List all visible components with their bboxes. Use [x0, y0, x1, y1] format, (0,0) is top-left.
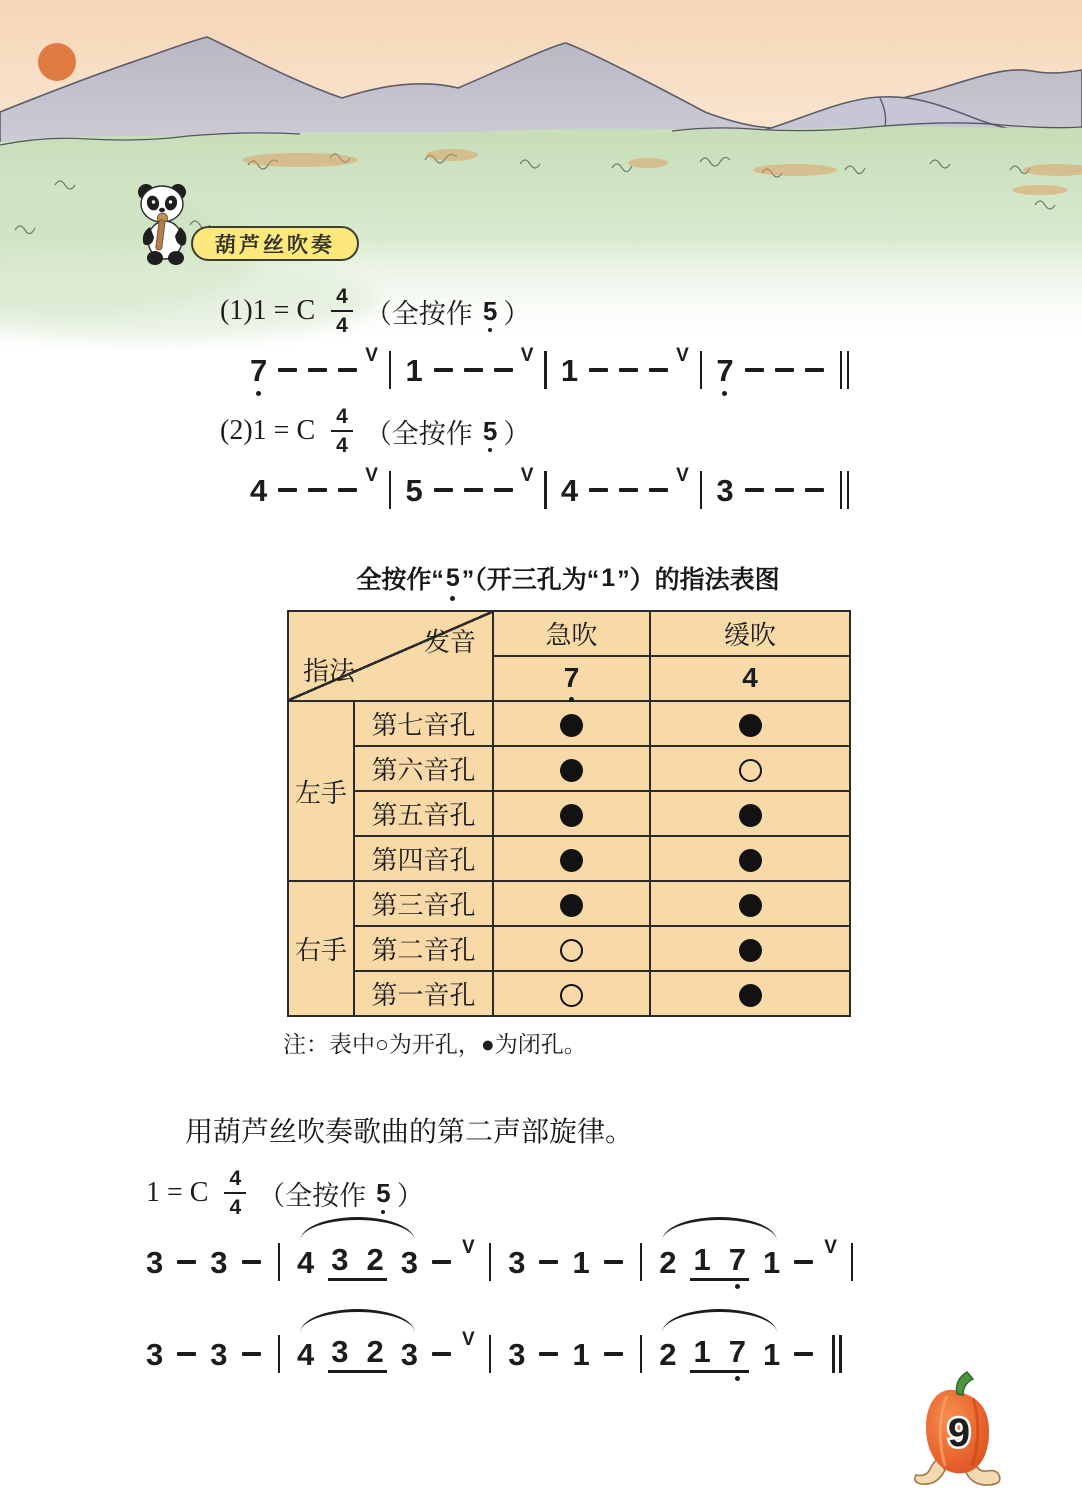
note: 2 — [659, 1336, 677, 1372]
fingering-hint-post: ） — [503, 298, 531, 329]
duration-dash — [338, 368, 357, 373]
closed-hole-icon — [739, 894, 762, 917]
note: 1 — [572, 1336, 590, 1372]
note: 7 — [728, 1241, 746, 1277]
notation-line-4 — [146, 1328, 842, 1376]
duration-dash — [242, 1260, 261, 1265]
note: 4 — [297, 1244, 315, 1280]
meter-numerator: 4 — [224, 1168, 246, 1194]
key-value: 1 = C — [146, 1177, 209, 1208]
duration-dash — [434, 368, 453, 373]
duration-dash — [539, 1352, 558, 1357]
note: 7 — [250, 352, 268, 388]
breath-mark: V — [676, 344, 689, 366]
note: 2 — [659, 1244, 677, 1280]
fingering-cell — [650, 701, 850, 746]
note: 1 — [693, 1241, 711, 1277]
column-note — [650, 656, 850, 701]
table-row — [288, 971, 850, 1016]
duration-dash — [619, 488, 638, 493]
duration-dash — [278, 368, 297, 373]
duration-dash — [539, 1260, 558, 1265]
note: 3 — [400, 1336, 418, 1372]
final-barline — [832, 1335, 842, 1373]
hand-cell: 右手 — [288, 881, 354, 1016]
pepper-page-mascot — [903, 1370, 1021, 1500]
fingering-cell — [493, 791, 650, 836]
table-row — [288, 746, 850, 791]
key-signature-line-2 — [220, 406, 530, 456]
duration-dash — [434, 488, 453, 493]
key-signature-line-1 — [220, 286, 530, 336]
note: 3 — [210, 1336, 228, 1372]
open-hole-icon — [560, 939, 583, 962]
note: 1 — [572, 1244, 590, 1280]
note: 3 — [716, 472, 734, 508]
duration-dash — [432, 1260, 451, 1265]
duration-dash — [278, 488, 297, 493]
table-row — [288, 881, 850, 926]
title-note: 5 — [445, 563, 460, 592]
breath-mark: V — [462, 1328, 475, 1350]
exercise-number: (1) — [220, 295, 253, 326]
duration-dash — [589, 488, 608, 493]
hole-cell: 第五音孔 — [354, 791, 493, 836]
fingering-cell — [650, 881, 850, 926]
column-note — [493, 656, 650, 701]
title-note: 1 — [601, 563, 616, 592]
landscape-illustration — [0, 0, 1082, 350]
final-barline — [840, 351, 850, 389]
barline — [278, 1335, 281, 1373]
note: 1 — [560, 352, 579, 388]
final-barline — [840, 471, 850, 509]
fingering-cell — [493, 926, 650, 971]
note: 3 — [210, 1244, 228, 1280]
beam-group — [690, 1333, 749, 1373]
fingering-hint-pre: （全按作 — [364, 298, 473, 329]
fingering-cell — [493, 746, 650, 791]
fingering-cell — [493, 971, 650, 1016]
barline — [640, 1243, 643, 1281]
column-header: 缓吹 — [650, 611, 850, 656]
exercise-number: (2) — [220, 415, 253, 446]
closed-hole-icon — [739, 714, 762, 737]
duration-dash — [464, 488, 483, 493]
note: 1 — [762, 1244, 781, 1280]
duration-dash — [242, 1352, 261, 1357]
fingering-table-title — [240, 560, 896, 596]
meter-numerator: 4 — [331, 406, 353, 432]
fingering-hint-pre: （全按作 — [258, 1180, 367, 1211]
breath-mark: V — [676, 464, 689, 486]
closed-hole-icon — [560, 804, 583, 827]
column-note-value: 4 — [742, 662, 758, 693]
meter-denominator: 4 — [229, 1196, 242, 1219]
duration-dash — [619, 368, 638, 373]
closed-hole-icon — [739, 984, 762, 1007]
fingering-cell — [650, 836, 850, 881]
column-note-value: 7 — [563, 662, 580, 693]
fingering-hint-post: ） — [396, 1180, 424, 1211]
fingering-cell — [650, 926, 850, 971]
title-text: 全按作“ — [356, 566, 444, 594]
note: 3 — [400, 1244, 418, 1280]
open-hole-icon — [739, 759, 762, 782]
fingering-cell — [650, 971, 850, 1016]
table-legend: 注：表中○为开孔，●为闭孔。 — [283, 1031, 587, 1057]
meter-denominator: 4 — [336, 314, 348, 337]
duration-dash — [432, 1352, 451, 1357]
hole-cell: 第四音孔 — [354, 836, 493, 881]
note: 7 — [728, 1333, 746, 1369]
note: 1 — [405, 352, 423, 388]
title-text: ”（开三孔为“ — [461, 566, 600, 594]
duration-dash — [604, 1352, 623, 1357]
beam-group — [690, 1241, 749, 1281]
duration-dash — [494, 488, 513, 493]
table-row — [288, 701, 850, 746]
duration-dash — [805, 488, 824, 493]
closed-hole-icon — [739, 804, 762, 827]
duration-dash — [805, 368, 824, 373]
barline — [544, 351, 547, 389]
duration-dash — [794, 1352, 813, 1357]
sun-icon — [38, 43, 76, 81]
hole-cell: 第二音孔 — [354, 926, 493, 971]
fingering-hint-post: ） — [503, 418, 531, 449]
breath-mark: V — [365, 464, 378, 486]
slur-group — [659, 1241, 781, 1281]
fingering-cell — [493, 836, 650, 881]
note: 4 — [560, 472, 579, 508]
note: 1 — [693, 1333, 711, 1369]
duration-dash — [338, 488, 357, 493]
duration-dash — [604, 1260, 623, 1265]
duration-dash — [177, 1260, 196, 1265]
time-signature — [224, 1168, 246, 1218]
key-value: 1 = C — [252, 415, 316, 446]
duration-dash — [494, 368, 513, 373]
hole-cell: 第一音孔 — [354, 971, 493, 1016]
note: 3 — [146, 1244, 164, 1280]
note: 4 — [250, 472, 268, 508]
barline — [640, 1335, 643, 1373]
breath-mark: V — [824, 1236, 837, 1258]
closed-hole-icon — [560, 714, 583, 737]
duration-dash — [464, 368, 483, 373]
barline — [700, 351, 703, 389]
table-row — [288, 791, 850, 836]
meter-numerator: 4 — [331, 286, 353, 312]
breath-mark: V — [520, 344, 534, 366]
hand-cell: 左手 — [288, 701, 354, 881]
fingering-cell — [493, 881, 650, 926]
open-hole-icon — [560, 984, 583, 1007]
barline — [389, 351, 392, 389]
table-header-row — [288, 611, 850, 656]
duration-dash — [745, 488, 764, 493]
key-value: 1 = C — [252, 295, 316, 326]
barline — [489, 1335, 492, 1373]
note: 3 — [508, 1244, 526, 1280]
barline — [700, 471, 703, 509]
duration-dash — [308, 368, 327, 373]
note: 3 — [508, 1336, 526, 1372]
barline — [544, 471, 547, 509]
notation-line-1 — [250, 344, 849, 392]
closed-hole-icon — [560, 849, 583, 872]
breath-mark: V — [365, 344, 378, 366]
instruction-paragraph: 用葫芦丝吹奏歌曲的第二声部旋律。 — [185, 1117, 634, 1148]
section-badge — [191, 226, 359, 261]
note: 2 — [366, 1241, 384, 1277]
notation-line-3 — [146, 1236, 856, 1284]
barline — [489, 1243, 492, 1281]
duration-dash — [649, 488, 668, 493]
barline — [851, 1243, 854, 1281]
duration-dash — [649, 368, 668, 373]
breath-mark: V — [520, 464, 534, 486]
time-signature — [331, 406, 353, 456]
duration-dash — [177, 1352, 196, 1357]
slur-group — [297, 1333, 418, 1373]
duration-dash — [775, 488, 794, 493]
duration-dash — [308, 488, 327, 493]
title-text: ”）的指法表图 — [617, 566, 780, 594]
breath-mark: V — [462, 1236, 475, 1258]
base-note: 5 — [482, 416, 498, 446]
barline — [389, 471, 392, 509]
meter-denominator: 4 — [336, 434, 348, 457]
fingering-table — [287, 610, 851, 1017]
time-signature — [331, 286, 353, 336]
notation-line-2 — [250, 464, 849, 512]
note: 4 — [297, 1336, 315, 1372]
base-note: 5 — [482, 296, 498, 326]
page-number: 9 — [947, 1411, 971, 1455]
table-row — [288, 836, 850, 881]
corner-label-bottom: 指法 — [303, 656, 356, 686]
closed-hole-icon — [560, 894, 583, 917]
slur-group — [297, 1241, 418, 1281]
hole-cell: 第六音孔 — [354, 746, 493, 791]
fingering-hint-pre: （全按作 — [364, 418, 473, 449]
note: 1 — [762, 1336, 781, 1372]
beam-group — [328, 1241, 387, 1281]
note: 5 — [405, 472, 423, 508]
duration-dash — [775, 368, 794, 373]
pepper-stem — [956, 1372, 973, 1395]
panda-mascot-illustration — [128, 180, 198, 266]
duration-dash — [589, 368, 608, 373]
column-header: 急吹 — [493, 611, 650, 656]
closed-hole-icon — [739, 939, 762, 962]
note: 3 — [331, 1333, 349, 1369]
key-signature-line-3 — [146, 1168, 424, 1218]
table-row — [288, 926, 850, 971]
barline — [278, 1243, 281, 1281]
section-badge-label: 葫芦丝吹奏 — [215, 233, 335, 257]
base-note: 5 — [376, 1178, 391, 1208]
closed-hole-icon — [739, 849, 762, 872]
hole-cell: 第三音孔 — [354, 881, 493, 926]
note: 7 — [716, 352, 734, 388]
slur-group — [659, 1333, 781, 1373]
corner-label-top: 发音 — [423, 627, 476, 657]
fingering-cell — [493, 701, 650, 746]
closed-hole-icon — [560, 759, 583, 782]
duration-dash — [745, 368, 764, 373]
note: 3 — [331, 1241, 349, 1277]
hole-cell: 第七音孔 — [354, 701, 493, 746]
fingering-cell — [650, 791, 850, 836]
duration-dash — [794, 1260, 813, 1265]
note: 3 — [146, 1336, 164, 1372]
note: 2 — [366, 1333, 384, 1369]
fingering-cell — [650, 746, 850, 791]
beam-group — [328, 1333, 387, 1373]
corner-cell — [288, 611, 493, 701]
